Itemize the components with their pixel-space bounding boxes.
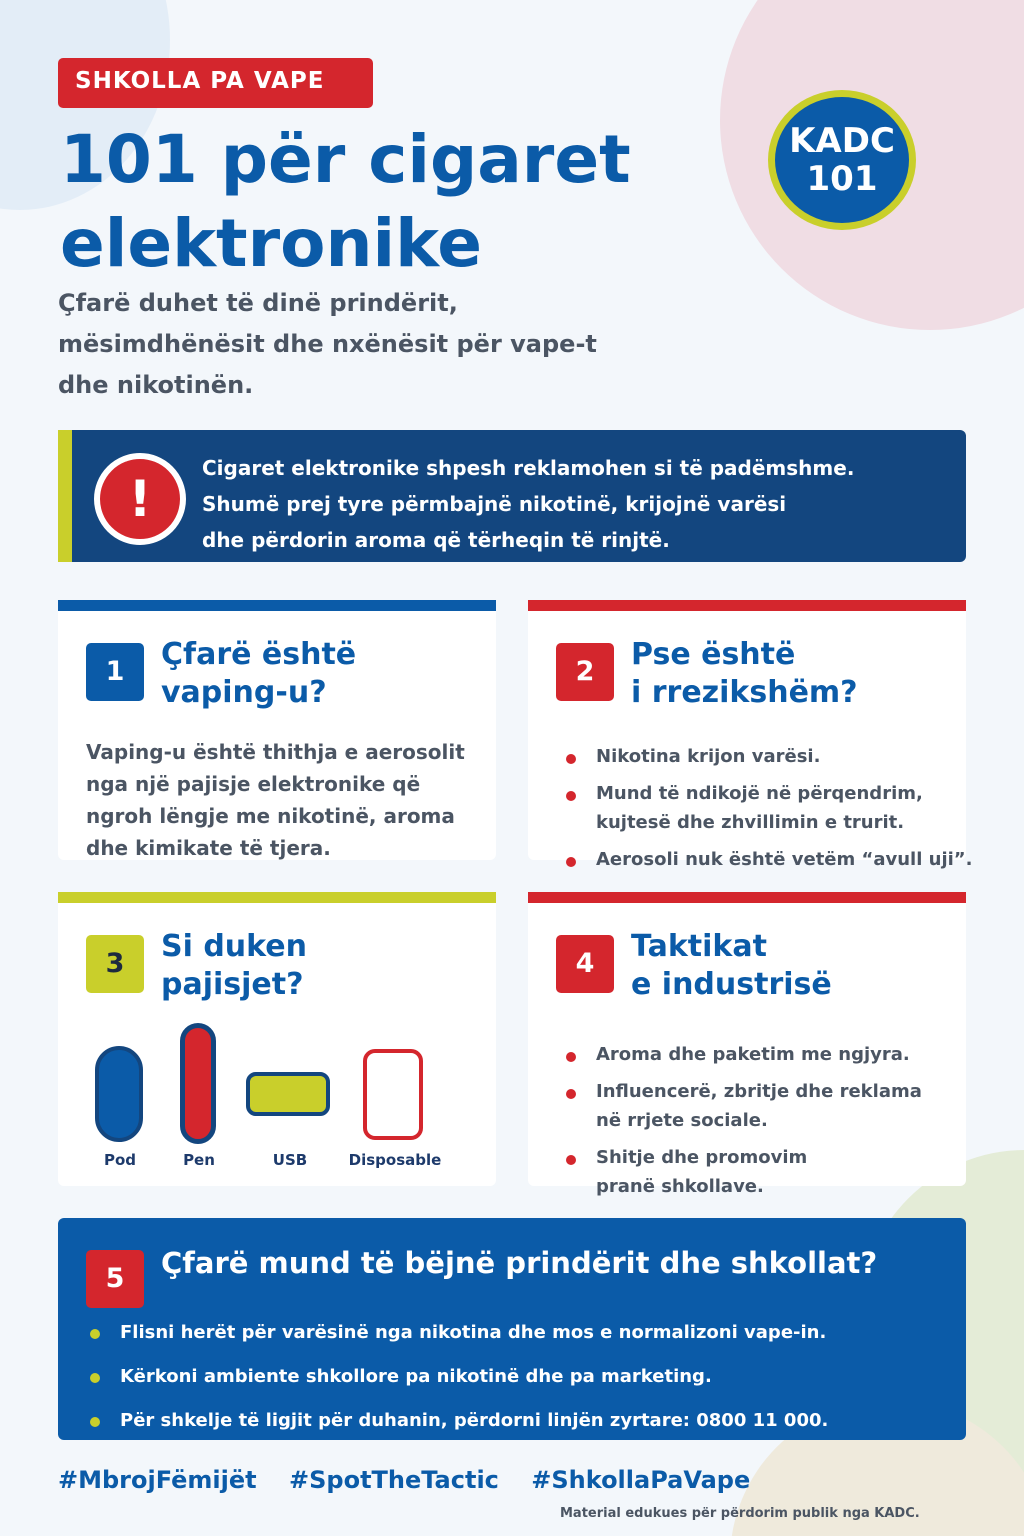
- warning-line-1: Cigaret elektronike shpesh reklamohen si të padëmshme.: [202, 456, 855, 480]
- card-title: [161, 636, 491, 712]
- card-title: [631, 636, 961, 712]
- bullet-list: [566, 1040, 986, 1209]
- bullet-line: në rrjete sociale.: [596, 1110, 768, 1131]
- pod-device-icon: [95, 1046, 143, 1142]
- bullet-dot-icon: [566, 791, 576, 801]
- badge-line-1: KADC: [789, 121, 895, 161]
- bullet-line: Aroma dhe paketim me ngjyra.: [596, 1044, 910, 1065]
- card-number: 3: [86, 935, 144, 993]
- card-devices: [58, 892, 496, 1186]
- title-line-2: elektronike: [60, 205, 482, 282]
- hashtags: [58, 1466, 858, 1494]
- device-label-pod: Pod: [103, 1151, 137, 1169]
- list-item: [566, 1143, 986, 1201]
- card-body: [86, 736, 506, 864]
- bullet-dot-icon: [90, 1417, 100, 1427]
- subtitle-line-3: dhe nikotinën.: [58, 371, 254, 399]
- card-accent-bar: [58, 892, 496, 903]
- card-accent-bar: [528, 600, 966, 611]
- card-number: 1: [86, 643, 144, 701]
- page-title: [60, 118, 710, 286]
- hashtag: #SpotTheTactic: [289, 1466, 499, 1494]
- warning-line-2: Shumë prej tyre përmbajnë nikotinë, krijojnë varësi: [202, 492, 787, 516]
- card-title-line: pajisjet?: [161, 967, 304, 1002]
- warning-text: [202, 450, 972, 558]
- card-title-line: e industrisë: [631, 967, 832, 1002]
- bullet-line: Shitje dhe promovim: [596, 1147, 808, 1168]
- list-item: [566, 779, 986, 837]
- badge-line-2: 101: [806, 159, 878, 199]
- campaign-tag: SHKOLLA PA VAPE: [58, 58, 373, 108]
- action-item-text: Flisni herët për varësinë nga nikotina dhe mos e normalizoni vape-in.: [120, 1322, 827, 1343]
- usb-device-icon: [246, 1072, 330, 1116]
- list-item: [566, 1040, 986, 1069]
- bullet-line: pranë shkollave.: [596, 1176, 764, 1197]
- list-item: [566, 1077, 986, 1135]
- card-body-line: ngroh lëngje me nikotinë, aroma: [86, 804, 455, 828]
- disposable-device-icon: [363, 1049, 423, 1140]
- card-industry-tactics: [528, 892, 966, 1197]
- device-label-pen: Pen: [183, 1151, 215, 1169]
- warning-icon: !: [94, 453, 186, 545]
- bullet-line: Mund të ndikojë në përqendrim,: [596, 783, 923, 804]
- list-item: [566, 742, 986, 771]
- pen-device-icon: [180, 1023, 216, 1144]
- footer-credit: Material edukues për përdorim publik nga KADC.: [560, 1506, 920, 1521]
- card-accent-bar: [58, 600, 496, 611]
- bullet-line: Aerosoli nuk është vetëm “avull uji”.: [596, 849, 973, 870]
- action-item-text: Për shkelje të ligjit për duhanin, përdorni linjën zyrtare: 0800 11 000.: [120, 1410, 829, 1431]
- bullet-dot-icon: [90, 1373, 100, 1383]
- list-item: [90, 1408, 950, 1452]
- bullet-dot-icon: [90, 1329, 100, 1339]
- card-title-line: i rrezikshëm?: [631, 675, 858, 710]
- bullet-line: Nikotina krijon varësi.: [596, 746, 821, 767]
- kadc-badge: [768, 90, 916, 230]
- card-title-line: Taktikat: [631, 929, 767, 964]
- page-subtitle: [58, 283, 698, 406]
- action-title: Çfarë mund të bëjnë prindërit dhe shkollat?: [161, 1246, 878, 1280]
- list-item: [566, 845, 986, 874]
- card-title: [161, 928, 491, 1004]
- card-body-line: dhe kimikate të tjera.: [86, 836, 331, 860]
- card-number: 5: [86, 1250, 144, 1308]
- bullet-list: [566, 742, 986, 882]
- card-accent-bar: [528, 892, 966, 903]
- card-title-line: vaping-u?: [161, 675, 327, 710]
- card-body-line: Vaping-u është thithja e aerosolit: [86, 740, 465, 764]
- action-list: [90, 1320, 950, 1452]
- device-label-disposable: Disposable: [348, 1151, 442, 1169]
- warning-line-3: dhe përdorin aroma që tërheqin të rinjtë.: [202, 528, 670, 552]
- card-why-dangerous: [528, 600, 973, 870]
- bullet-dot-icon: [566, 857, 576, 867]
- card-title-line: Çfarë është: [161, 637, 357, 672]
- bullet-line: kujtesë dhe zhvillimin e trurit.: [596, 812, 905, 833]
- subtitle-line-2: mësimdhënësit dhe nxënësit për vape-t: [58, 330, 597, 358]
- subtitle-line-1: Çfarë duhet të dinë prindërit,: [58, 289, 458, 317]
- card-number: 4: [556, 935, 614, 993]
- bullet-dot-icon: [566, 1089, 576, 1099]
- bullet-dot-icon: [566, 1052, 576, 1062]
- card-number: 2: [556, 643, 614, 701]
- bullet-dot-icon: [566, 754, 576, 764]
- card-title-line: Si duken: [161, 929, 308, 964]
- card-title-line: Pse është: [631, 637, 796, 672]
- bullet-line: Influencerë, zbritje dhe reklama: [596, 1081, 922, 1102]
- hashtag: #MbrojFëmijët: [58, 1466, 257, 1494]
- card-body-line: nga një pajisje elektronike që: [86, 772, 421, 796]
- warning-banner: [58, 430, 966, 562]
- list-item: [90, 1364, 950, 1408]
- bullet-dot-icon: [566, 1155, 576, 1165]
- card-title: [631, 928, 961, 1004]
- hashtag: #ShkollaPaVape: [531, 1466, 751, 1494]
- action-item-text: Kërkoni ambiente shkollore pa nikotinë dhe pa marketing.: [120, 1366, 712, 1387]
- card-what-is-vaping: [58, 600, 496, 860]
- device-label-usb: USB: [272, 1151, 308, 1169]
- title-line-1: 101 për cigaret: [60, 121, 631, 198]
- action-panel: [58, 1218, 966, 1440]
- list-item: [90, 1320, 950, 1364]
